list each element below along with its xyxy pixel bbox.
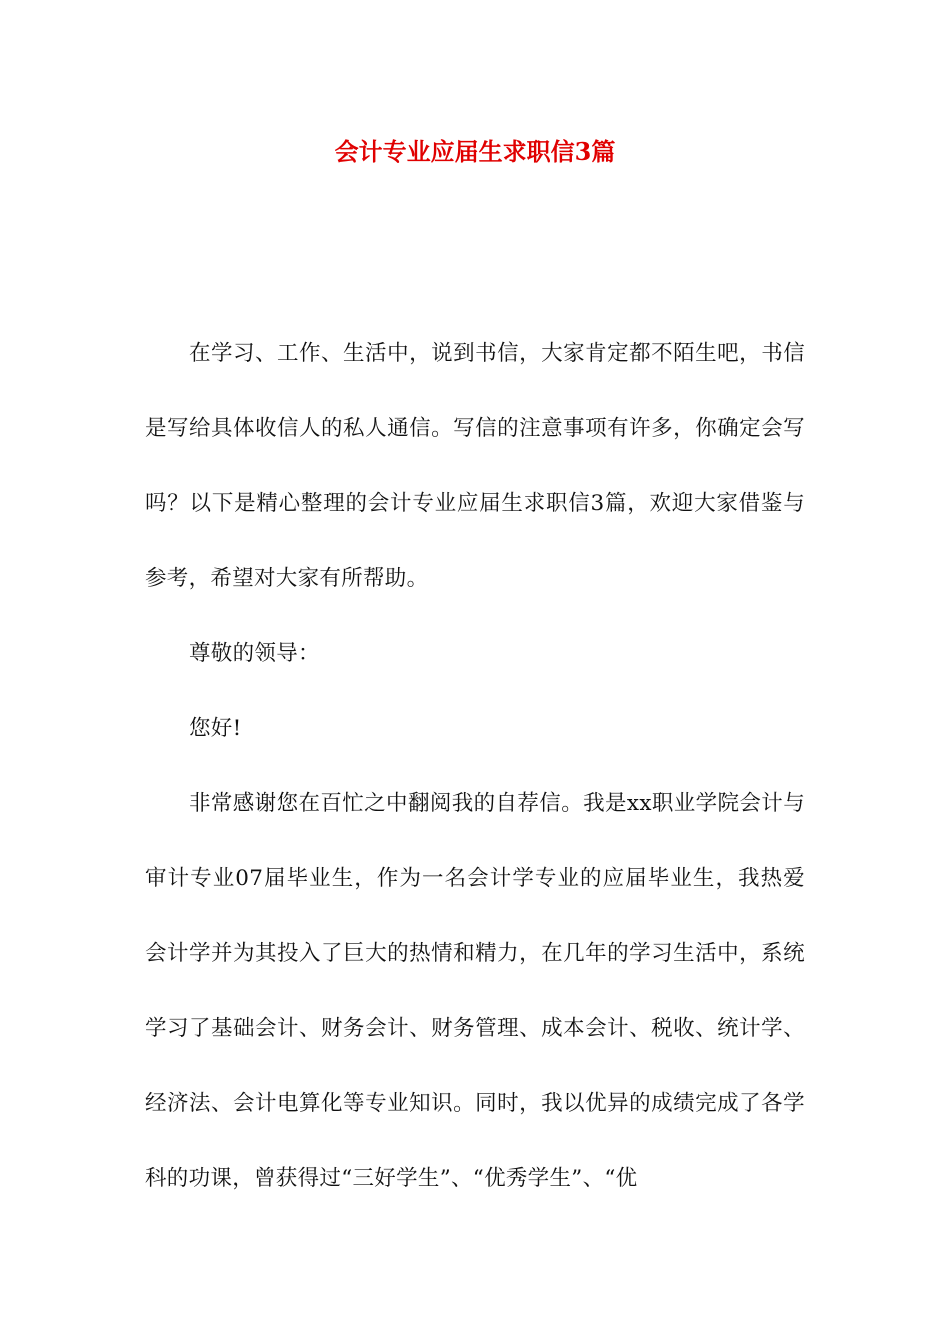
paragraph-salutation: 尊敬的领导： (189, 641, 320, 666)
paragraph-greeting: 您好! (189, 716, 242, 741)
document-title: 会计专业应届生求职信3篇 (334, 137, 616, 166)
paragraph-body: 非常感谢您在百忙之中翻阅我的自荐信。我是xx职业学院会计与审计专业07届毕业生，作为一名会计学专业的应届毕业生，我热爱会计学并为其投入了巨大的热情和精力，在几年的学习生活中，系统学习了基础会计、财务会计、财务管理、成本会计、税收、统计学、经济法、会计电算化等专业知识。同时，我以优异的成绩完成了各学科的功课，曾获得过“三好学生”、“优秀学生”、“优 (145, 791, 805, 1191)
document-body (145, 316, 805, 1216)
paragraph-intro: 在学习、工作、生活中，说到书信，大家肯定都不陌生吧，书信是写给具体收信人的私人通信。写信的注意事项有许多，你确定会写吗？以下是精心整理的会计专业应届生求职信3篇，欢迎大家借鉴与参考，希望对大家有所帮助。 (145, 341, 805, 591)
